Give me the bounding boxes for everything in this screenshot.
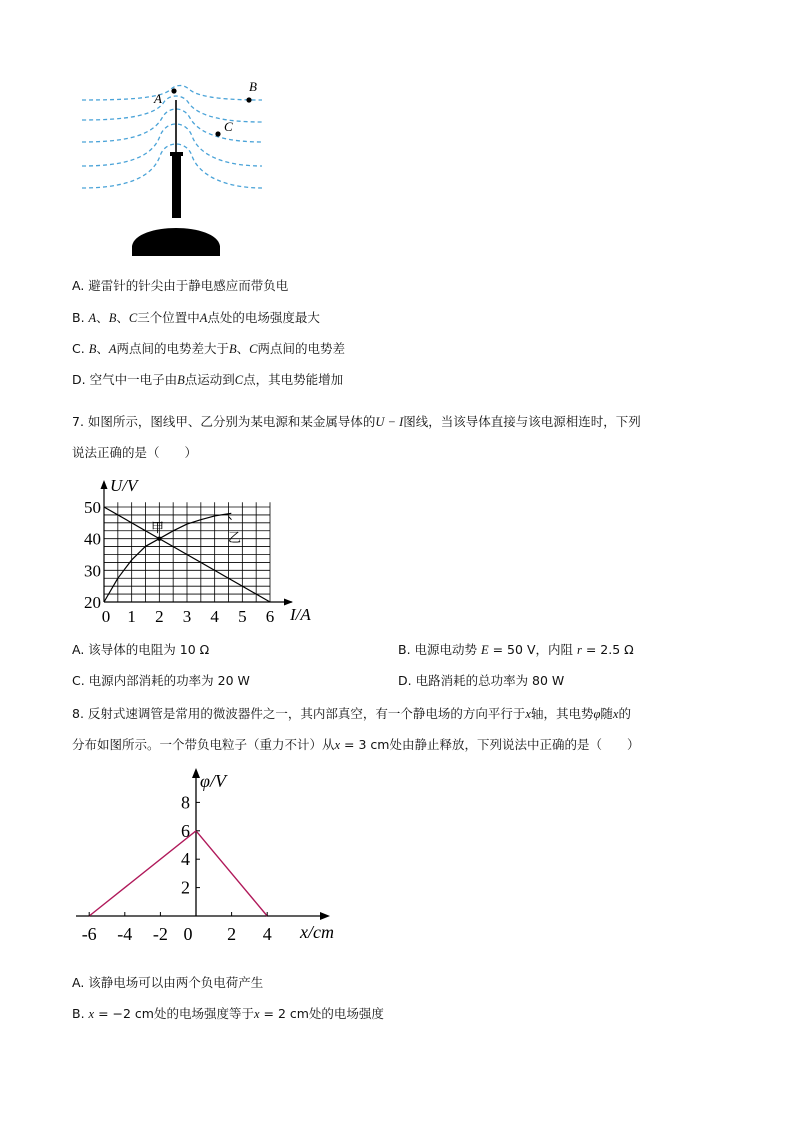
series-phi-line bbox=[89, 831, 267, 916]
q7-option-c: C. 电源内部消耗的功率为 20 W bbox=[72, 673, 250, 688]
point-a bbox=[171, 88, 176, 93]
ui-chart bbox=[70, 474, 330, 634]
x-tick-label: 0 bbox=[183, 924, 193, 944]
lightning-rod-figure bbox=[70, 70, 280, 260]
label-c: C bbox=[224, 119, 233, 134]
x-tick-label: 1 bbox=[127, 607, 136, 626]
q6-option-a: A. 避雷针的针尖由于静电感应而带负电 bbox=[72, 278, 289, 293]
series-yi-pointer bbox=[229, 517, 232, 520]
x-tick-label: 3 bbox=[182, 607, 192, 626]
point-c bbox=[215, 131, 220, 136]
q6-option-d: D. 空气中一电子由B点运动到C点，其电势能增加 bbox=[72, 372, 344, 387]
x-tick-label: -4 bbox=[117, 924, 133, 944]
y-axis-arrow bbox=[192, 768, 200, 778]
curve-label-yi: 乙 bbox=[228, 531, 242, 546]
rod-body bbox=[172, 154, 181, 218]
x-axis-label: I/A bbox=[290, 605, 311, 624]
intersection-point bbox=[157, 536, 161, 540]
x-axis-arrow bbox=[320, 912, 330, 920]
y-tick-label: 4 bbox=[181, 849, 190, 870]
q7-option-d: D. 电路消耗的总功率为 80 W bbox=[398, 673, 565, 688]
x-tick-label: 4 bbox=[210, 607, 219, 626]
y-tick-label: 40 bbox=[84, 529, 101, 549]
q8-option-a: A. 该静电场可以由两个负电荷产生 bbox=[72, 975, 264, 990]
phi-x-chart bbox=[70, 762, 360, 952]
q7-stem-line2: 说法正确的是（ ） bbox=[72, 445, 198, 460]
y-tick-label: 6 bbox=[181, 820, 190, 841]
label-a: A bbox=[154, 91, 162, 106]
x-tick-label: -6 bbox=[81, 924, 97, 944]
curve-label-jia: 甲 bbox=[151, 521, 165, 536]
y-tick-label: 50 bbox=[84, 498, 101, 517]
series-yi-curve bbox=[104, 513, 231, 602]
x-tick-label: -2 bbox=[152, 924, 168, 944]
y-axis-label: U/V bbox=[110, 476, 138, 495]
field-line-1 bbox=[82, 86, 262, 101]
q6-option-c: C. B、A两点间的电势差大于B、C两点间的电势差 bbox=[72, 341, 346, 356]
x-tick-label: 2 bbox=[155, 607, 164, 626]
y-axis-arrow bbox=[101, 480, 108, 489]
y-tick-label: 2 bbox=[181, 877, 190, 898]
q6-option-b: B. A、B、C三个位置中A点处的电场强度最大 bbox=[72, 310, 320, 325]
x-tick-label: 2 bbox=[227, 924, 237, 944]
x-tick-label: 6 bbox=[265, 607, 275, 626]
q7-option-a: A. 该导体的电阻为 10 Ω bbox=[72, 642, 210, 657]
q8-stem-line1: 8. 反射式速调管是常用的微波器件之一，其内部真空，有一个静电场的方向平行于x轴，其电势φ随x的 bbox=[72, 706, 631, 721]
q8-option-b: B. x = −2 cm处的电场强度等于x = 2 cm处的电场强度 bbox=[72, 1006, 384, 1021]
q7-stem-line1: 7. 如图所示，图线甲、乙分别为某电源和某金属导体的U − I图线，当该导体直接与该电源相连时，下列 bbox=[72, 414, 641, 429]
field-line-3 bbox=[82, 109, 262, 142]
label-b: B bbox=[249, 79, 257, 94]
point-b bbox=[246, 97, 251, 102]
x-tick-label: 4 bbox=[262, 924, 272, 944]
y-axis-label: φ/V bbox=[200, 771, 226, 791]
x-tick-label: 5 bbox=[238, 607, 247, 626]
y-tick-label: 8 bbox=[181, 792, 190, 813]
rod-base bbox=[132, 228, 220, 256]
y-tick-label: 20 bbox=[84, 593, 101, 612]
x-axis-label: x/cm bbox=[300, 922, 334, 942]
x-tick-label: 0 bbox=[101, 607, 111, 626]
q7-option-b: B. 电源电动势 E = 50 V，内阻 r = 2.5 Ω bbox=[398, 642, 634, 657]
y-tick-label: 30 bbox=[84, 561, 101, 581]
q8-stem-line2: 分布如图所示。一个带负电粒子（重力不计）从x = 3 cm处由静止释放，下列说法中正确的是（ ） bbox=[72, 737, 640, 752]
rod-collar bbox=[170, 152, 183, 156]
